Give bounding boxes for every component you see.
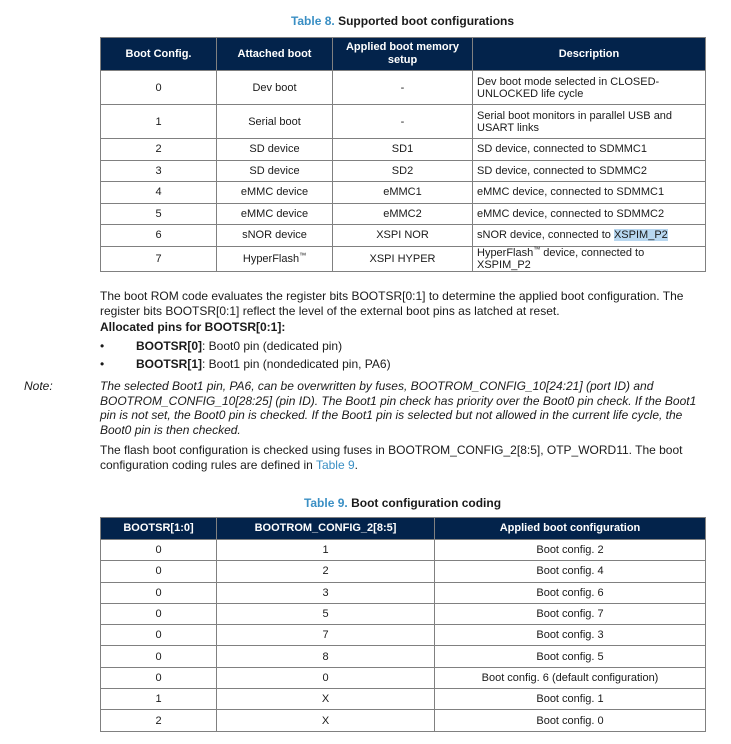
table-row — [101, 689, 706, 710]
cell-applied-config: Boot config. 4 — [435, 561, 706, 582]
bullet-marker: • — [100, 339, 105, 353]
table9-link[interactable]: Table 9 — [315, 458, 355, 472]
bootsr1-desc: : Boot1 pin (nondedicated pin, PA6) — [202, 357, 391, 371]
cell-mem: SD2 — [333, 160, 473, 182]
cell-boot: eMMC device — [217, 182, 333, 204]
cell-bootsr: 0 — [101, 582, 217, 603]
note-label: Note: — [24, 379, 53, 393]
cell-boot: Dev boot — [217, 71, 333, 105]
cell-mem: SD1 — [333, 139, 473, 161]
table-row — [101, 646, 706, 667]
cell-applied-config: Boot config. 5 — [435, 646, 706, 667]
table-header-row — [101, 38, 706, 71]
cell-desc: Serial boot monitors in parallel USB and USART links — [473, 105, 706, 139]
cell-desc — [473, 246, 706, 271]
table9-body — [101, 540, 706, 732]
table8-title: Supported boot configurations — [338, 14, 515, 28]
cell-boot: eMMC device — [217, 203, 333, 225]
table9-caption — [100, 496, 705, 510]
table-row — [101, 625, 706, 646]
cell-bootrom-config: 0 — [217, 667, 435, 688]
header-boot-config: Boot Config. — [101, 38, 217, 71]
bullet-marker: • — [100, 357, 105, 371]
table-row — [101, 582, 706, 603]
header-attached-boot: Attached boot — [217, 38, 333, 71]
cell-bootsr: 0 — [101, 561, 217, 582]
cell-bootsr: 0 — [101, 667, 217, 688]
cell-boot — [217, 246, 333, 271]
cell-applied-config: Boot config. 6 — [435, 582, 706, 603]
bootsr1-label: BOOTSR[1] — [136, 357, 202, 371]
cell-applied-config: Boot config. 1 — [435, 689, 706, 710]
cell-applied-config: Boot config. 2 — [435, 540, 706, 561]
trademark-symbol: ™ — [299, 251, 307, 259]
cell-mem: - — [333, 105, 473, 139]
cell-boot: sNOR device — [217, 225, 333, 247]
cell-bootrom-config: 3 — [217, 582, 435, 603]
table-row — [101, 225, 706, 247]
cell-bootrom-config: 1 — [217, 540, 435, 561]
cell-cfg: 7 — [101, 246, 217, 271]
cell-mem: XSPI HYPER — [333, 246, 473, 271]
cell-desc: eMMC device, connected to SDMMC1 — [473, 182, 706, 204]
cell-bootsr: 0 — [101, 540, 217, 561]
cell-bootrom-config: 5 — [217, 603, 435, 624]
table-row — [101, 603, 706, 624]
trademark-symbol: ™ — [533, 245, 541, 253]
cell-bootsr: 1 — [101, 689, 217, 710]
cell-cfg: 5 — [101, 203, 217, 225]
boot-config-coding-table — [100, 517, 706, 732]
desc-text: HyperFlash — [477, 246, 534, 259]
cell-applied-config: Boot config. 7 — [435, 603, 706, 624]
table-row — [101, 139, 706, 161]
flash-boot-text-end: . — [354, 458, 358, 472]
boot-rom-paragraph: The boot ROM code evaluates the register bits BOOTSR[0:1] to determine the applied boot configuration. The register bits BOOTSR[0:1] reflect the level of the external boot pins as latched at reset. — [100, 289, 684, 318]
cell-cfg: 2 — [101, 139, 217, 161]
table8-caption — [100, 14, 705, 28]
cell-desc: eMMC device, connected to SDMMC2 — [473, 203, 706, 225]
cell-bootsr: 2 — [101, 710, 217, 731]
table-row — [101, 540, 706, 561]
table-row — [101, 71, 706, 105]
table-row — [101, 203, 706, 225]
cell-cfg: 3 — [101, 160, 217, 182]
cell-boot: SD device — [217, 160, 333, 182]
cell-bootsr: 0 — [101, 646, 217, 667]
header-applied-config: Applied boot configuration — [435, 518, 706, 540]
cell-bootsr: 0 — [101, 603, 217, 624]
cell-cfg: 0 — [101, 71, 217, 105]
header-bootsr: BOOTSR[1:0] — [101, 518, 217, 540]
cell-bootrom-config: 7 — [217, 625, 435, 646]
table-row — [101, 182, 706, 204]
header-description: Description — [473, 38, 706, 71]
cell-cfg: 4 — [101, 182, 217, 204]
cell-bootrom-config: X — [217, 689, 435, 710]
cell-bootrom-config: 8 — [217, 646, 435, 667]
header-applied-memory: Applied boot memory setup — [333, 38, 473, 71]
flash-boot-paragraph — [100, 443, 710, 473]
cell-applied-config: Boot config. 3 — [435, 625, 706, 646]
bootsr0-desc: : Boot0 pin (dedicated pin) — [202, 339, 343, 353]
table9-number: Table 9. — [303, 496, 348, 510]
cell-cfg: 1 — [101, 105, 217, 139]
cell-mem: eMMC1 — [333, 182, 473, 204]
cell-mem: XSPI NOR — [333, 225, 473, 247]
cell-boot: SD device — [217, 139, 333, 161]
supported-boot-config-table — [100, 37, 706, 272]
cell-applied-config: Boot config. 6 (default configuration) — [435, 667, 706, 688]
cell-desc: Dev boot mode selected in CLOSED-UNLOCKED life cycle — [473, 71, 706, 105]
table9-title: Boot configuration coding — [351, 496, 502, 510]
desc-text: device, connected to XSPIM_P2 — [477, 246, 645, 271]
table-row — [101, 561, 706, 582]
table-header-row — [101, 518, 706, 540]
cell-bootrom-config: X — [217, 710, 435, 731]
cell-applied-config: Boot config. 0 — [435, 710, 706, 731]
table-row — [101, 667, 706, 688]
table-row — [101, 710, 706, 731]
boot-text: HyperFlash — [242, 252, 300, 265]
cell-cfg: 6 — [101, 225, 217, 247]
cell-desc: SD device, connected to SDMMC1 — [473, 139, 706, 161]
cell-boot: Serial boot — [217, 105, 333, 139]
cell-desc: SD device, connected to SDMMC2 — [473, 160, 706, 182]
cell-desc — [473, 225, 706, 247]
cell-bootsr: 0 — [101, 625, 217, 646]
cell-mem: - — [333, 71, 473, 105]
table-row — [101, 246, 706, 271]
table-row — [101, 105, 706, 139]
bootsr0-label: BOOTSR[0] — [136, 339, 202, 353]
cell-mem: eMMC2 — [333, 203, 473, 225]
table8-number: Table 8. — [290, 14, 335, 28]
header-bootrom-config: BOOTROM_CONFIG_2[8:5] — [217, 518, 435, 540]
note-text: The selected Boot1 pin, PA6, can be overwritten by fuses, BOOTROM_CONFIG_10[24:21] (port ID) and BOOTROM_CONFIG_10[28:25] (pin ID). The Boot1 pin check has priority over the Boot0 pin check. If the Boot1 pin is not set, the Boot0 pin is checked. If the Boot1 pin is selected but not allowed in the current life cycle, the Boot0 pin is then checked. — [100, 379, 697, 437]
allocated-pins-heading: Allocated pins for BOOTSR[0:1]: — [100, 320, 286, 334]
flash-boot-text: The flash boot configuration is checked using fuses in BOOTROM_CONFIG_2[8:5], OTP_WORD11. The boot configuration coding rules are defined in — [100, 443, 683, 472]
table-row — [101, 160, 706, 182]
cell-bootrom-config: 2 — [217, 561, 435, 582]
desc-text: sNOR device, connected to — [477, 229, 614, 242]
selected-text-highlight[interactable]: XSPIM_P2 — [613, 229, 668, 242]
